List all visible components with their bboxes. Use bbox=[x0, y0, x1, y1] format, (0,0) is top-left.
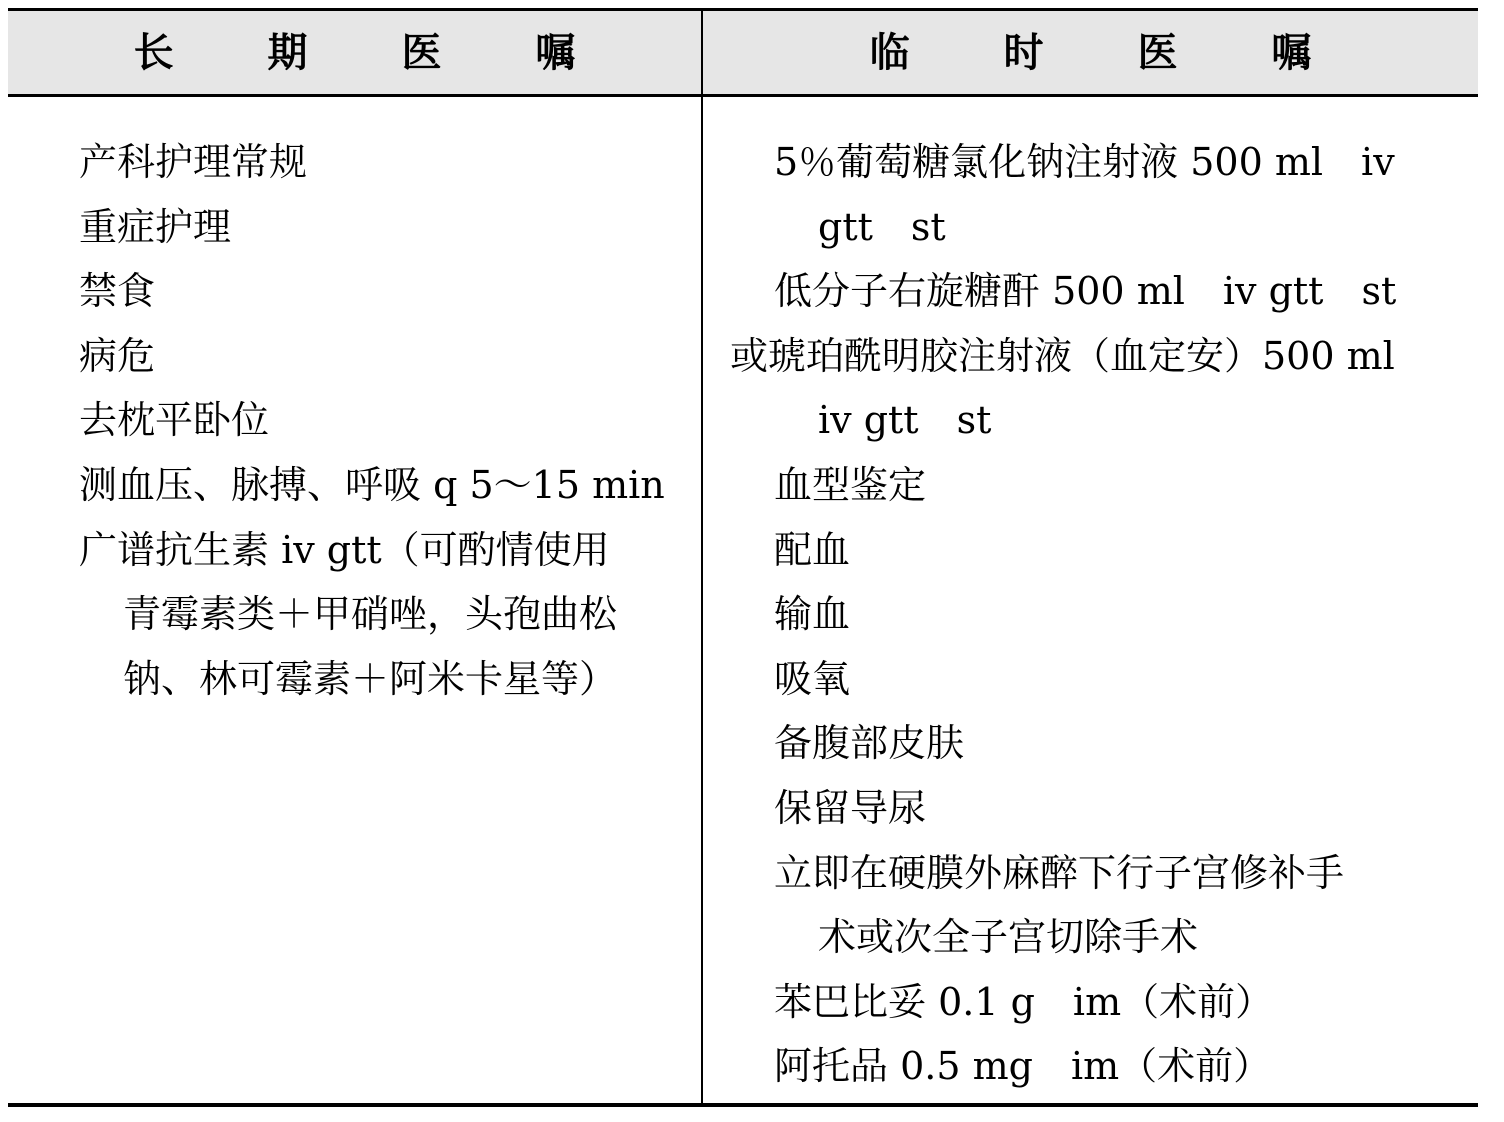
list-item: 吸氧 bbox=[774, 656, 851, 701]
list-item-continuation: 钠、林可霉素＋阿米卡星等） bbox=[123, 656, 618, 701]
column-divider bbox=[701, 11, 703, 1103]
list-item: 病危 bbox=[79, 333, 156, 378]
list-item: 血型鉴定 bbox=[774, 462, 927, 507]
list-item: 输血 bbox=[774, 592, 851, 637]
list-item: 保留导尿 bbox=[774, 785, 927, 830]
list-item: 阿托品 0.5 mg im（术前） bbox=[774, 1044, 1272, 1089]
list-item-continuation: gtt st bbox=[818, 204, 946, 249]
list-item: 5％葡萄糖氯化钠注射液 500 ml iv bbox=[774, 140, 1395, 184]
medical-orders-table bbox=[8, 8, 1478, 1108]
list-item: 或琥珀酰明胶注射液（血定安）500 ml bbox=[730, 333, 1395, 378]
long-term-orders bbox=[79, 130, 694, 711]
list-item: 测血压、脉搏、呼吸 q 5～15 min bbox=[79, 462, 665, 507]
list-item: 去枕平卧位 bbox=[79, 398, 270, 443]
header-long-term: 长 期 医 嘱 bbox=[133, 29, 616, 76]
list-item: 备腹部皮肤 bbox=[774, 721, 965, 766]
list-item-continuation: 青霉素类＋甲硝唑，头孢曲松 bbox=[123, 592, 618, 637]
temporary-orders bbox=[730, 130, 1475, 1099]
list-item: 广谱抗生素 iv gtt（可酌情使用 bbox=[79, 527, 610, 572]
list-item: 禁食 bbox=[79, 269, 156, 314]
list-item: 配血 bbox=[774, 527, 851, 572]
list-item-continuation: 术或次全子宫切除手术 bbox=[818, 915, 1199, 960]
list-item: 产科护理常规 bbox=[79, 140, 308, 184]
list-item: 立即在硬膜外麻醉下行子宫修补手 bbox=[774, 850, 1345, 895]
list-item: 低分子右旋糖酐 500 ml iv gtt st bbox=[774, 269, 1397, 314]
list-item: 苯巴比妥 0.1 g im（术前） bbox=[774, 979, 1274, 1024]
list-item-continuation: iv gtt st bbox=[818, 398, 992, 443]
header-temporary: 临 时 医 嘱 bbox=[869, 29, 1352, 76]
list-item: 重症护理 bbox=[79, 204, 232, 249]
bottom-rule bbox=[8, 1103, 1478, 1107]
